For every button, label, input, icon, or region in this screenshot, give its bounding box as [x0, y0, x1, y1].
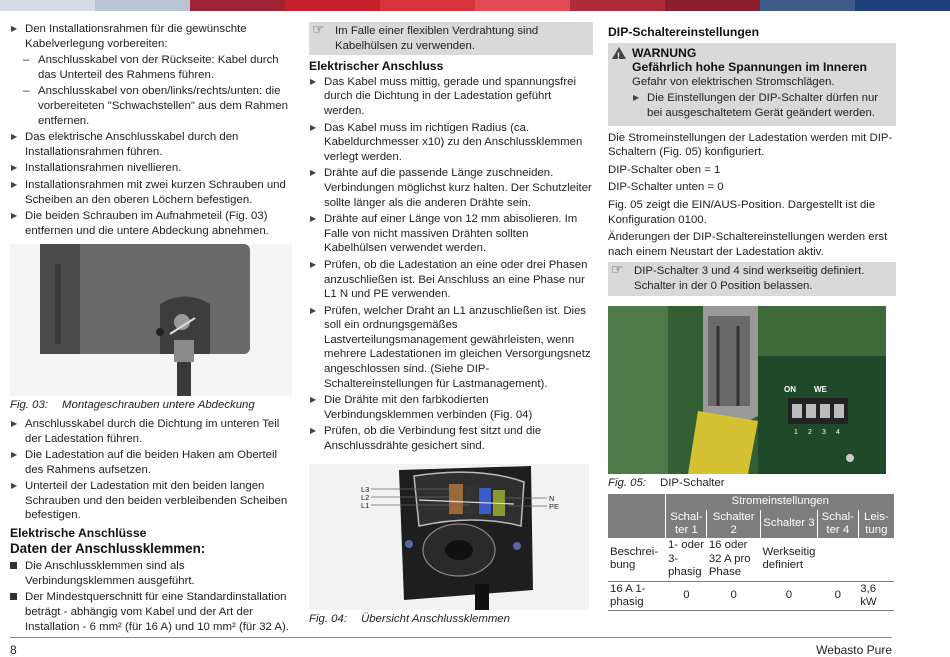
instruction-list-frame [10, 22, 292, 238]
color-segment [380, 0, 475, 11]
table-row [608, 538, 894, 581]
list-item: ▶ Prüfen, ob die Ladestation an eine oder drei Phasen anzuschließen ist. Bei Anschluss an eine Phase nur L1 N und PE verwenden. [309, 258, 593, 302]
warning-box: ! WARNUNG Gefährlich hohe Spannungen im Inneren Gefahr von elektrischen Stromschlägen. ▶ Die Einstellungen der DIP-Schalter dürfen nur bei ausgeschaltetem Gerät geändert werden. [608, 43, 896, 126]
label-l2: L2 [361, 492, 370, 502]
figure-03-caption: Fig. 03: Montageschrauben untere Abdeckung [10, 399, 255, 412]
table-header-cell: Schalter 3 [760, 510, 817, 539]
pointing-hand-icon: ☞ [611, 261, 624, 278]
paragraph: Die Stromeinstellungen der Ladestation werden mit DIP-Schaltern (Fig. 05) konfiguriert. [608, 131, 893, 159]
paragraph: DIP-Schalter unten = 0 [608, 181, 724, 194]
instruction-list-station [10, 417, 292, 523]
label-l3: L3 [361, 484, 370, 494]
list-item: ▶ Drähte auf einer Länge von 12 mm abisolieren. Im Falle von nicht massiven Drähten sollten Kabelhülsen verwendet werden. [309, 212, 593, 256]
table-header-cell: Schalter 2 [707, 510, 761, 539]
paragraph: Änderungen der DIP-Schaltereinstellungen werden erst nach einem Neustart der Ladestation aktiv. [608, 231, 888, 258]
column-middle [309, 22, 593, 630]
color-segment [855, 0, 950, 11]
dip-brand-label: WE [814, 384, 827, 394]
table-cell: 16 A 1-phasig [608, 581, 666, 611]
heading-elektrische-anschluesse: Elektrische Anschlüsse [10, 526, 147, 541]
note-box-dip: ☞ DIP-Schalter 3 und 4 sind werkseitig definiert. Schalter in der 0 Position belassen. [608, 262, 896, 295]
label-n: N [549, 493, 555, 503]
list-item: – Anschlusskabel von der Rückseite: Kabel durch das Unterteil des Rahmens führen. [10, 53, 292, 82]
table-cell: Beschreibung [608, 538, 666, 581]
list-item: ▶ Anschlusskabel durch die Dichtung im unteren Teil der Ladestation führen. [10, 417, 292, 446]
heading-daten-anschlussklemmen: Daten der Anschlussklemmen: [10, 540, 206, 556]
pointing-hand-icon: ☞ [312, 21, 325, 37]
dip-description [608, 131, 896, 260]
table-header-cell: Schalter 4 [817, 510, 858, 539]
paragraph: DIP-Schalter oben = 1 [608, 163, 721, 176]
figure-04-caption: Fig. 04: Übersicht Anschlussklemmen [309, 612, 510, 625]
list-item: ▶ Drähte auf die passende Länge zuschneiden. Verbindungen möglichst kurz halten. Der Schutzleiter sollte länger als die anderen Drähte sein. [309, 166, 593, 210]
figure-05-image [608, 306, 886, 474]
table-cell: 0 [666, 581, 707, 611]
list-item: Der Mindestquerschnitt für eine Standardinstallation beträgt - abhängig vom Kabel und der Art der Installation - 6 mm² (für 16 A) und 10 mm² (für 32 A). [10, 590, 292, 634]
connection-steps-list [309, 75, 593, 454]
warning-icon: ! [612, 47, 626, 59]
table-cell: 3,6 kW [858, 581, 894, 611]
column-right [608, 22, 896, 611]
table-cell: Werkseitig definiert [760, 538, 817, 581]
table-cell: 0 [760, 581, 817, 611]
table-cell [858, 538, 894, 581]
heading-dip-schalter: DIP-Schaltereinstellungen [608, 25, 760, 39]
list-item: ▶ Die beiden Schrauben im Aufnahmeteil (Fig. 03) entfernen und die untere Abdeckung abnehmen. [10, 209, 292, 238]
dip-settings-table [608, 494, 894, 611]
terminal-data-list [10, 559, 292, 634]
dip-num-1: 1 [794, 428, 798, 436]
list-item: ▶ Den Installationsrahmen für die gewünschte Kabelverlegung vorbereiten: [10, 22, 292, 51]
table-header-cell [608, 510, 666, 539]
dip-on-label: ON [784, 384, 796, 394]
table-row [608, 581, 894, 611]
figure-04-image [309, 464, 589, 610]
table-header-cell: Schalter 1 [666, 510, 707, 539]
color-segment [95, 0, 190, 11]
color-segment [190, 0, 285, 11]
table-cell: 0 [707, 581, 761, 611]
table-title: Stromeinstellungen [666, 494, 894, 509]
color-segment [760, 0, 855, 11]
paragraph: Fig. 05 zeigt die EIN/AUS-Position. Dargestellt ist die Konfiguration 0100. [608, 198, 876, 226]
table-header-row [608, 510, 894, 539]
list-item: ▶ Installationsrahmen mit zwei kurzen Schrauben und Scheiben an den oberen Löchern befestigen. [10, 178, 292, 207]
color-segment [665, 0, 760, 11]
dip-num-3: 3 [822, 428, 826, 436]
table-cell: 16 oder 32 A pro Phase [707, 538, 761, 581]
page-number: 8 [10, 643, 17, 657]
list-item: Die Anschlussklemmen sind als Verbindungsklemmen ausgeführt. [10, 559, 292, 588]
table-cell: 0 [817, 581, 858, 611]
note-box-sleeves: ☞ Im Falle einer flexiblen Verdrahtung sind Kabelhülsen zu verwenden. [309, 22, 593, 55]
heading-elektrischer-anschluss: Elektrischer Anschluss [309, 59, 444, 74]
list-item: – Anschlusskabel von oben/links/rechts/unten: die vorbereiteten "Schwachstellen" aus dem Rahmen entfernen. [10, 84, 292, 128]
figure-03-image [10, 244, 292, 396]
figure-05-caption: Fig. 05: DIP-Schalter [608, 476, 725, 489]
list-item: ▶ Prüfen, welcher Draht an L1 anzuschließen ist. Dies soll ein ordnungsgemäßes Lastverteilungsmanagement gewährleisten, wenn mehrere Ladestationen im gleichen Versorgungsnetz angeschlossen sind. (Siehe DIP-Schaltereinstellungen für Lastmanagement). [309, 304, 593, 392]
table-cell: 1- oder 3-phasig [666, 538, 707, 581]
footer-divider [10, 637, 892, 638]
table-header-cell: Leistung [858, 510, 894, 539]
label-l1: L1 [361, 500, 370, 510]
header-color-bar [0, 0, 950, 11]
list-item: ▶ Installationsrahmen nivellieren. [10, 161, 292, 176]
list-item: ▶ Das Kabel muss mittig, gerade und spannungsfrei durch die Dichtung in der Ladestation geführt werden. [309, 75, 593, 119]
dip-num-2: 2 [808, 428, 812, 436]
list-item: ▶ Die Drähte mit den farbkodierten Verbindungsklemmen verbinden (Fig. 04) [309, 393, 593, 422]
color-segment [0, 0, 95, 11]
table-cell [817, 538, 858, 581]
list-item: ▶ Die Ladestation auf die beiden Haken am Oberteil des Rahmens aufsetzen. [10, 448, 292, 477]
color-segment [475, 0, 570, 11]
list-item: ▶ Das Kabel muss im richtigen Radius (ca. Kabeldurchmesser x10) zu den Anschlussklemmen verlegt werden. [309, 121, 593, 165]
dip-num-4: 4 [836, 428, 840, 436]
list-item: ▶ Prüfen, ob die Verbindung fest sitzt und die Anschlussdrähte gesichert sind. [309, 424, 593, 453]
list-item: ▶ Das elektrische Anschlusskabel durch den Installationsrahmen führen. [10, 130, 292, 159]
column-left [10, 22, 292, 636]
color-segment [285, 0, 380, 11]
list-item: ▶ Unterteil der Ladestation mit den beiden langen Schrauben und den beiden verbleibenden Scheiben befestigen. [10, 479, 292, 523]
label-pe: PE [549, 501, 560, 511]
color-segment [570, 0, 665, 11]
footer-brand: Webasto Pure [816, 643, 892, 657]
